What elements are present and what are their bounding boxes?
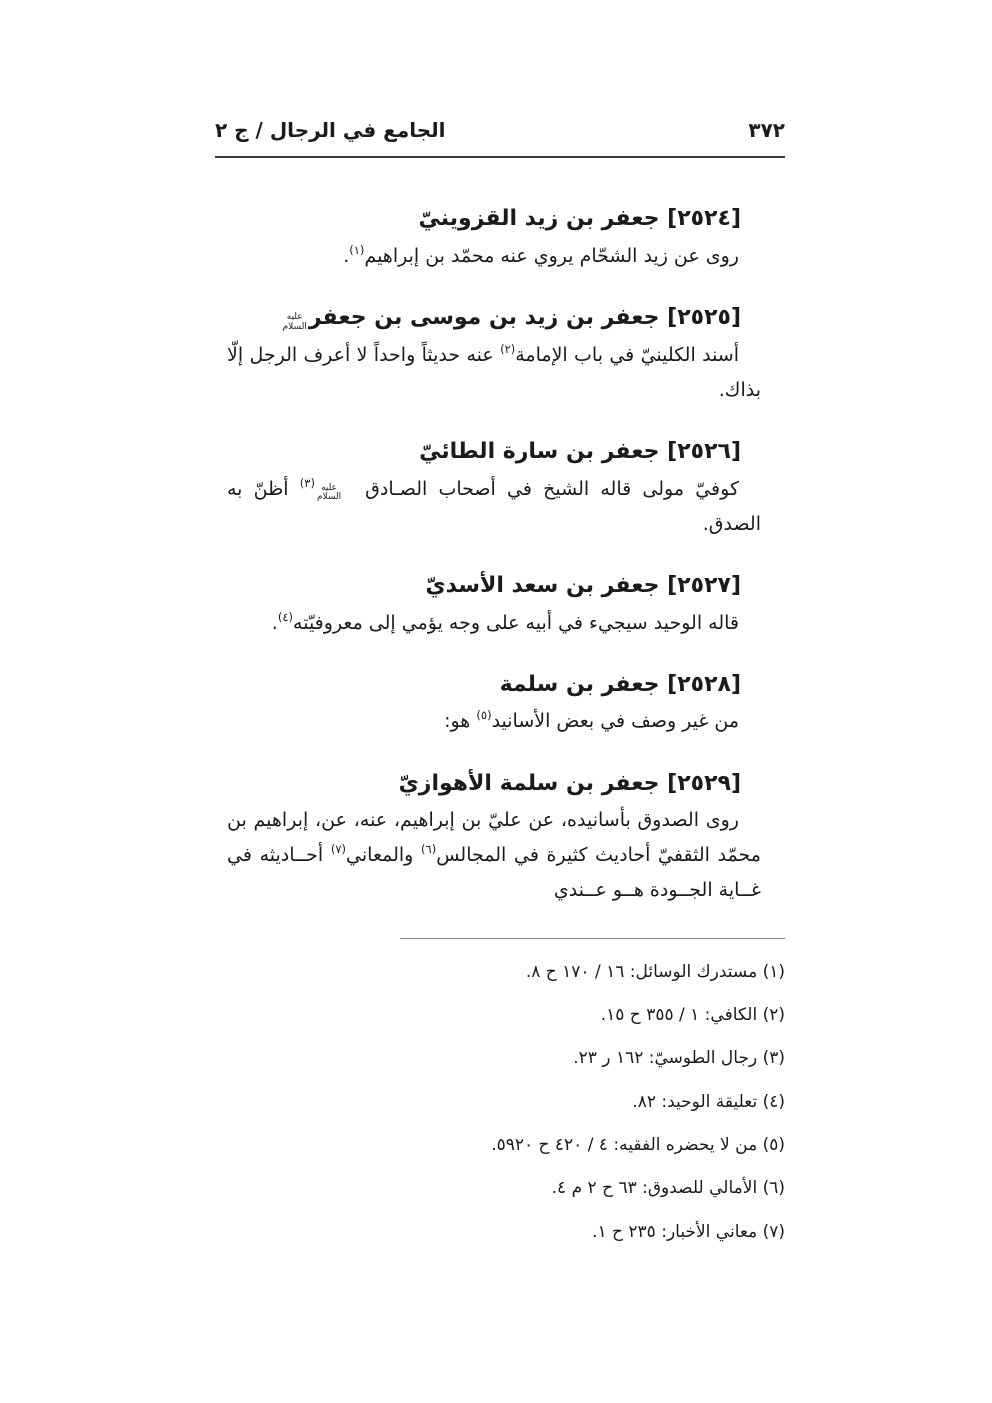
entry-heading — [227, 571, 761, 601]
entry — [227, 303, 761, 408]
entry-name: جعفر بن زيد بن موسى بن جعفر — [308, 304, 660, 330]
honorific-alayhis-salam-icon — [283, 313, 307, 333]
body-text: أظنّ به الصدق. — [227, 477, 761, 535]
body-text: أحــاديثه في غــاية الجــودة هــو عــندي — [227, 844, 761, 902]
entry-name: جعفر بن سارة الطائيّ — [419, 438, 660, 464]
entry-heading — [227, 769, 761, 799]
footnote-ref: (٥) — [476, 708, 492, 723]
entry-heading — [227, 670, 761, 700]
entry — [227, 571, 761, 641]
book-title: الجامع في الرجال / ج ٢ — [215, 118, 446, 142]
entry-body — [227, 704, 761, 739]
body-text: قاله الوحيد سيجيء في أبيه على وجه يؤمي إلى معروفيّته — [293, 611, 739, 634]
body-text: كوفيّ مولى قاله الشيخ في أصحاب الصـادق — [365, 477, 740, 500]
entries-section — [215, 204, 785, 909]
footnote: (٢) الكافي: ١ / ٣٥٥ ح ١٥. — [600, 1004, 785, 1025]
entry-body — [227, 803, 761, 908]
entry-number: [٢٥٢٤] — [667, 206, 741, 231]
entry-number: [٢٥٢٨] — [667, 671, 741, 697]
entry-heading — [227, 437, 761, 467]
body-text: أسند الكلينيّ في باب الإمامة — [515, 343, 739, 366]
page-number: ٣٧٢ — [748, 118, 785, 142]
body-text: . — [271, 611, 278, 634]
entry-body — [227, 338, 761, 408]
entry-body — [227, 239, 761, 274]
footnote-ref: (٧) — [330, 842, 347, 857]
entry-body — [227, 606, 761, 641]
page-content — [215, 0, 785, 1254]
honorific-word: السلام — [282, 321, 307, 332]
entry-body — [227, 472, 761, 542]
footnote-ref: (٣) — [299, 475, 315, 490]
honorific-word: عليه — [321, 482, 337, 493]
entry-number: [٢٥٢٥] — [667, 304, 741, 330]
body-text: روى عن زيد الشحّام يروي عنه محمّد بن إبراهيم — [364, 244, 739, 267]
entry-number: [٢٥٢٦] — [667, 438, 741, 464]
honorific-alayhis-salam-icon — [317, 484, 363, 504]
entry — [227, 769, 761, 909]
body-text: روى الصدوق بأسانيده، عن عليّ بن إبراهيم، عنه، عن، إبراهيم بن محمّد الثقفيّ أحاديث كثيرة في المجالس — [227, 809, 761, 867]
entry-name: جعفر بن سلمة — [499, 671, 660, 697]
footnote: (١) مستدرك الوسائل: ١٦ / ١٧٠ ح ٨. — [525, 961, 785, 982]
footnote: (٤) تعليقة الوحيد: ٨٢. — [632, 1091, 785, 1112]
footnotes-section — [215, 938, 785, 1254]
body-text: من غير وصف في بعض الأسانيد — [491, 710, 739, 733]
footnote: (٧) معاني الأخبار: ٢٣٥ ح ١. — [592, 1221, 785, 1242]
footnote-ref: (١) — [349, 242, 365, 257]
entry-number: [٢٥٢٧] — [667, 572, 741, 598]
entry-number: [٢٥٢٩] — [667, 770, 741, 796]
footnote-list — [215, 951, 785, 1254]
body-text: والمعاني — [346, 844, 422, 867]
entry — [227, 437, 761, 542]
footnote: (٦) الأمالي للصدوق: ٦٣ ح ٢ م ٤. — [551, 1178, 785, 1199]
honorific-word: عليه — [286, 311, 303, 322]
entry-name: جعفر بن سلمة الأهوازيّ — [398, 770, 660, 796]
entry-name: جعفر بن زيد القزوينيّ — [418, 206, 660, 231]
body-text: عنه حديثاً واحداً لا أعرف الرجل إلّا بذاك. — [227, 343, 761, 401]
footnote-ref: (٦) — [421, 842, 437, 857]
entry-heading — [227, 303, 761, 333]
entry-heading — [227, 204, 761, 234]
entry-name: جعفر بن سعد الأسديّ — [425, 572, 660, 598]
body-text: . — [343, 244, 350, 267]
entry — [227, 204, 761, 274]
footnote-separator — [400, 938, 785, 939]
footnote-ref: (٤) — [277, 609, 294, 624]
entry — [227, 670, 761, 740]
footnote: (٥) من لا يحضره الفقيه: ٤ / ٤٢٠ ح ٥٩٢٠. — [491, 1135, 785, 1155]
footnote: (٣) رجال الطوسيّ: ١٦٢ ر ٢٣. — [573, 1048, 785, 1069]
footnote-ref: (٢) — [500, 341, 516, 356]
page-header — [215, 0, 785, 158]
honorific-word: السلام — [316, 492, 342, 503]
body-text: هو: — [444, 710, 477, 733]
